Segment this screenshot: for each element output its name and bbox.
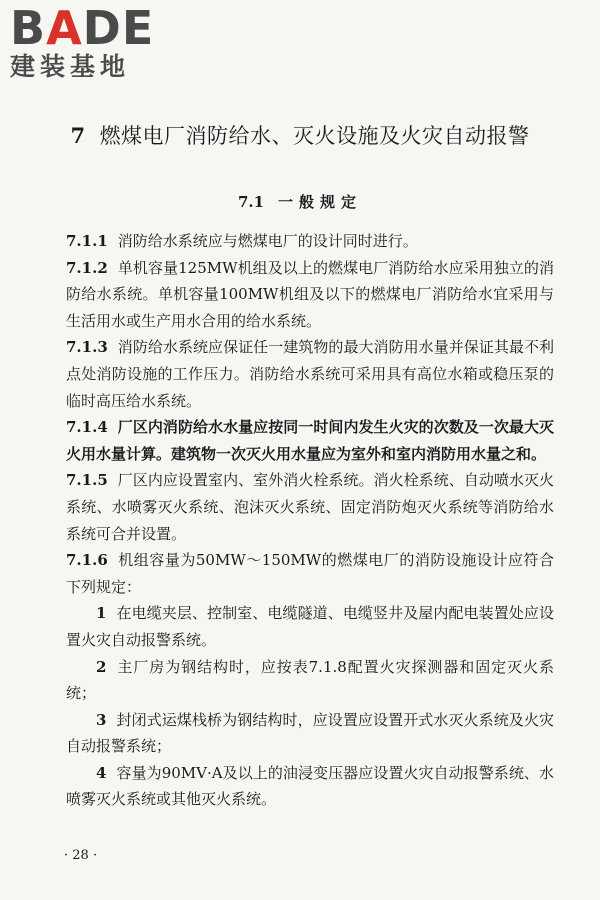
logo-subtitle: 建装基地 <box>10 52 131 81</box>
clause-7-1-1: 7.1.1 消防给水系统应与燃煤电厂的设计同时进行。 <box>66 232 418 250</box>
list-item-2: 2 主厂房为钢结构时，应按表7.1.8配置火灾探测器和固定灭火系统； <box>66 657 554 703</box>
clause-7-1-5: 7.1.5 厂区内应设置室内、室外消火栓系统。消火栓系统、自动喷水灭火系统、水喷雾灭火系统、泡沫灭火系统、固定消防炮灭火系统等消防给水系统可合并设置。 <box>66 471 554 543</box>
list-item-1: 1 在电缆夹层、控制室、电缆隧道、电缆竖井及屋内配电装置处应设置火灾自动报警系统。 <box>66 604 554 649</box>
chapter-number: 7 <box>70 123 86 148</box>
list-item-3: 3 封闭式运煤栈桥为钢结构时，应设置应设置开式水灭火系统及火灾自动报警系统； <box>66 710 554 756</box>
clause-7-1-6: 7.1.6 机组容量为50MW～150MW的燃煤电厂的消防设施设计应符合下列规定： <box>66 551 554 596</box>
section-title <box>0 190 600 214</box>
chapter-title <box>0 120 600 152</box>
bade-logo <box>10 1 175 82</box>
clause-7-1-3: 7.1.3 消防给水系统应保证任一建筑物的最大消防用水量并保证其最不利点处消防设施的工作压力。消防给水系统可采用具有高位水箱或稳压泵的临时高压给水系统。 <box>66 338 554 410</box>
clause-7-1-2: 7.1.2 单机容量125MW机组及以上的燃煤电厂消防给水应采用独立的消防给水系统。单机容量100MW机组及以下的燃煤电厂消防给水宜采用与生活用水或生产用水合用的给水系统。 <box>66 258 554 330</box>
logo-wordmark: BADE <box>10 1 155 55</box>
list-item-4: 4 容量为90MV·A及以上的油浸变压器应设置火灾自动报警系统、水喷雾灭火系统或其他灭火系统。 <box>66 763 554 809</box>
clause-7-1-4: 7.1.4 厂区内消防给水水量应按同一时间内发生火灾的次数及一次最大灭火用水量计算。建筑物一次灭火用水量应为室外和室内消防用水量之和。 <box>66 418 554 463</box>
section-title-text: 一般规定 <box>278 193 363 211</box>
chapter-title-text: 燃煤电厂消防给水、灭火设施及火灾自动报警 <box>99 124 530 148</box>
page-number: · 28 · <box>64 848 98 863</box>
section-number: 7.1 <box>237 193 265 211</box>
document-body <box>66 228 554 813</box>
